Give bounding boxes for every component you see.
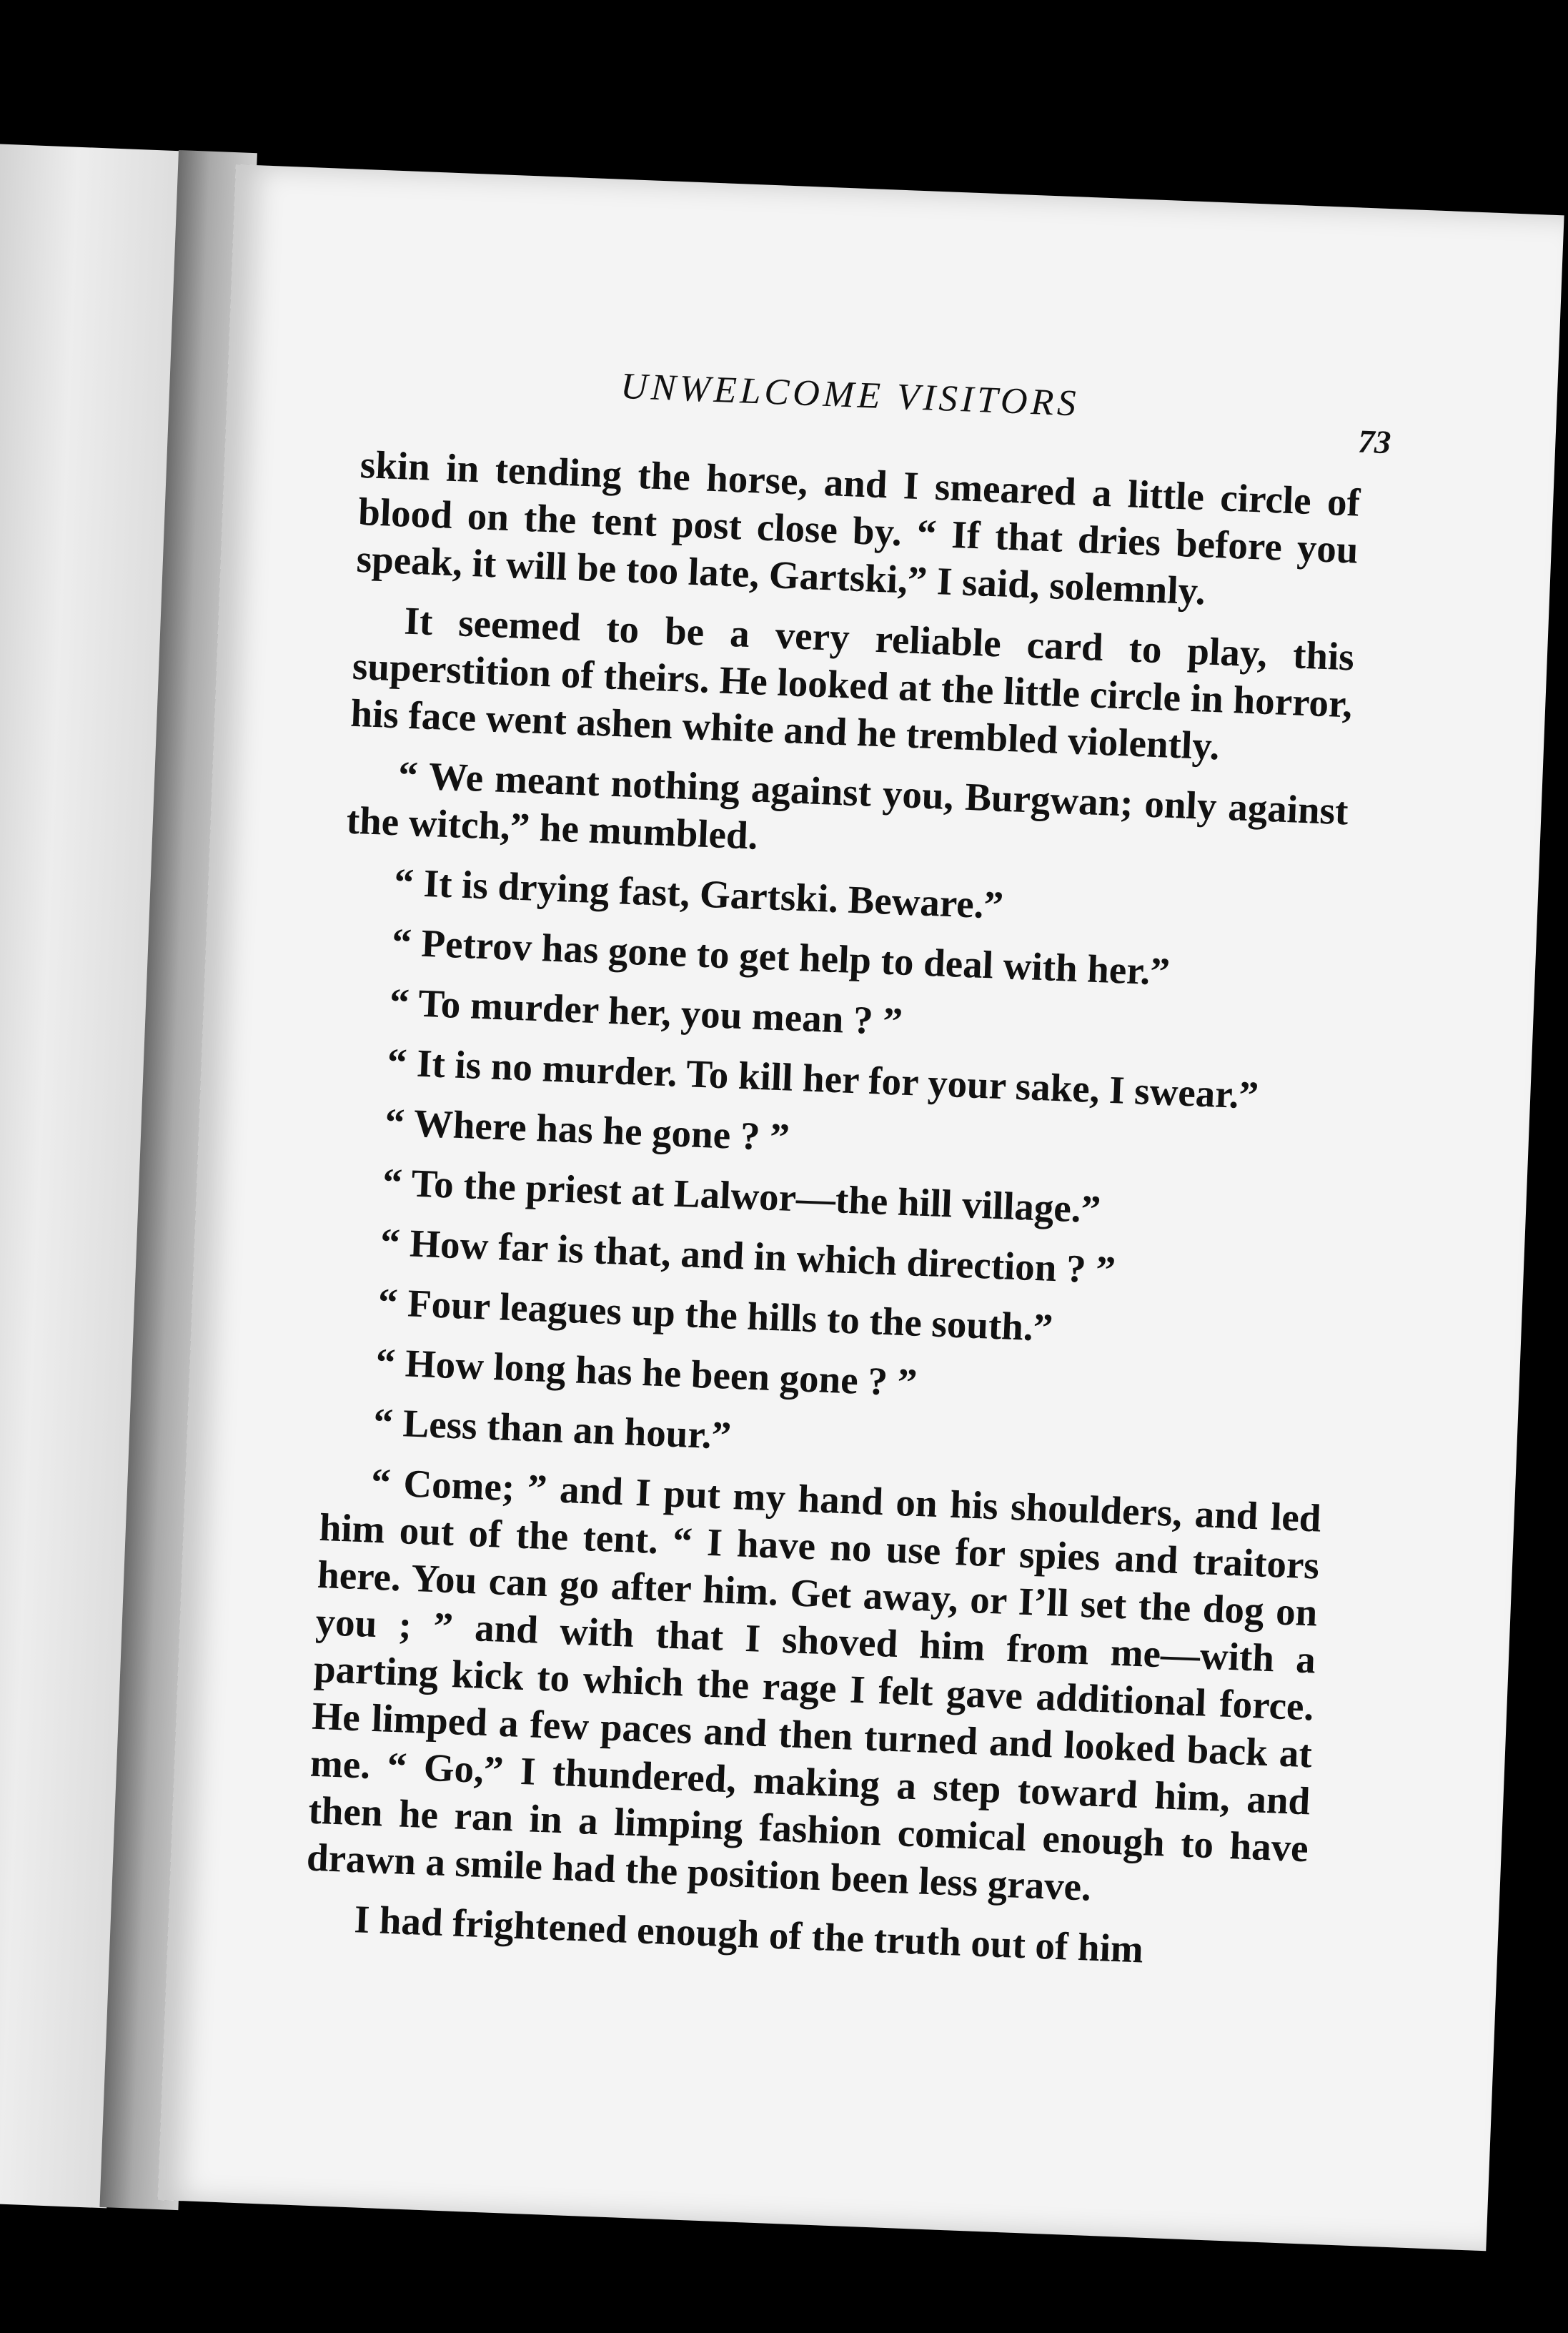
- paragraph: “ Less than an hour.”: [372, 1400, 733, 1457]
- paragraph: “ It is no murder. To kill her for your sake, I swear.”: [386, 1040, 1260, 1117]
- paragraph: It seemed to be a very reliable card to play, this superstition of theirs. He looked at the little circle in horror, his face went ashen white and he trembled violently.: [349, 598, 1355, 768]
- paragraph: I had frightened enough of the truth out of him: [353, 1897, 1144, 1971]
- paragraph: “ We meant nothing against you, Burgwan; only against the witch,” he mumbled.: [345, 753, 1349, 858]
- book-page: [158, 164, 1564, 2251]
- paragraph: “ Where has he gone ? ”: [384, 1100, 790, 1159]
- paragraph: “ It is drying fast, Gartski. Beware.”: [393, 860, 1005, 927]
- running-title: UNWELCOME VISITORS: [620, 365, 1081, 425]
- page-number: 73: [1357, 422, 1392, 461]
- paragraph: “ Four leagues up the hills to the south.”: [377, 1279, 1054, 1350]
- paragraph: skin in tending the horse, and I smeared a little circle of blood on the tent post close by. “ If that dries before you speak, it will be too late, Gartski,” I said, solemnly.: [355, 442, 1361, 613]
- paragraph: “ Petrov has gone to get help to deal with her.”: [391, 920, 1171, 994]
- paragraph: “ To murder her, you mean ? ”: [389, 980, 903, 1044]
- paragraph: “ To the priest at Lalwor—the hill village.”: [382, 1159, 1102, 1232]
- paragraph: “ How long has he been gone ? ”: [374, 1339, 918, 1405]
- paragraph: “ Come; ” and I put my hand on his shoulders, and led him out of the tent. “ I have no use for spies and traitors here. You can go after him. Get away, or I’ll set the dog on you ; ” and with that I shoved him from me—with a parting kick to which the rage I felt gave additional force. He limped a few paces and then turned and looked back at me. “ Go,” I thundered, making a step toward him, and then he ran in a limping fashion comical enough to have drawn a smile had the position been less grave.: [305, 1460, 1322, 1909]
- paragraph: “ How far is that, and in which direction ? ”: [379, 1219, 1117, 1292]
- page-content: [303, 355, 1392, 1992]
